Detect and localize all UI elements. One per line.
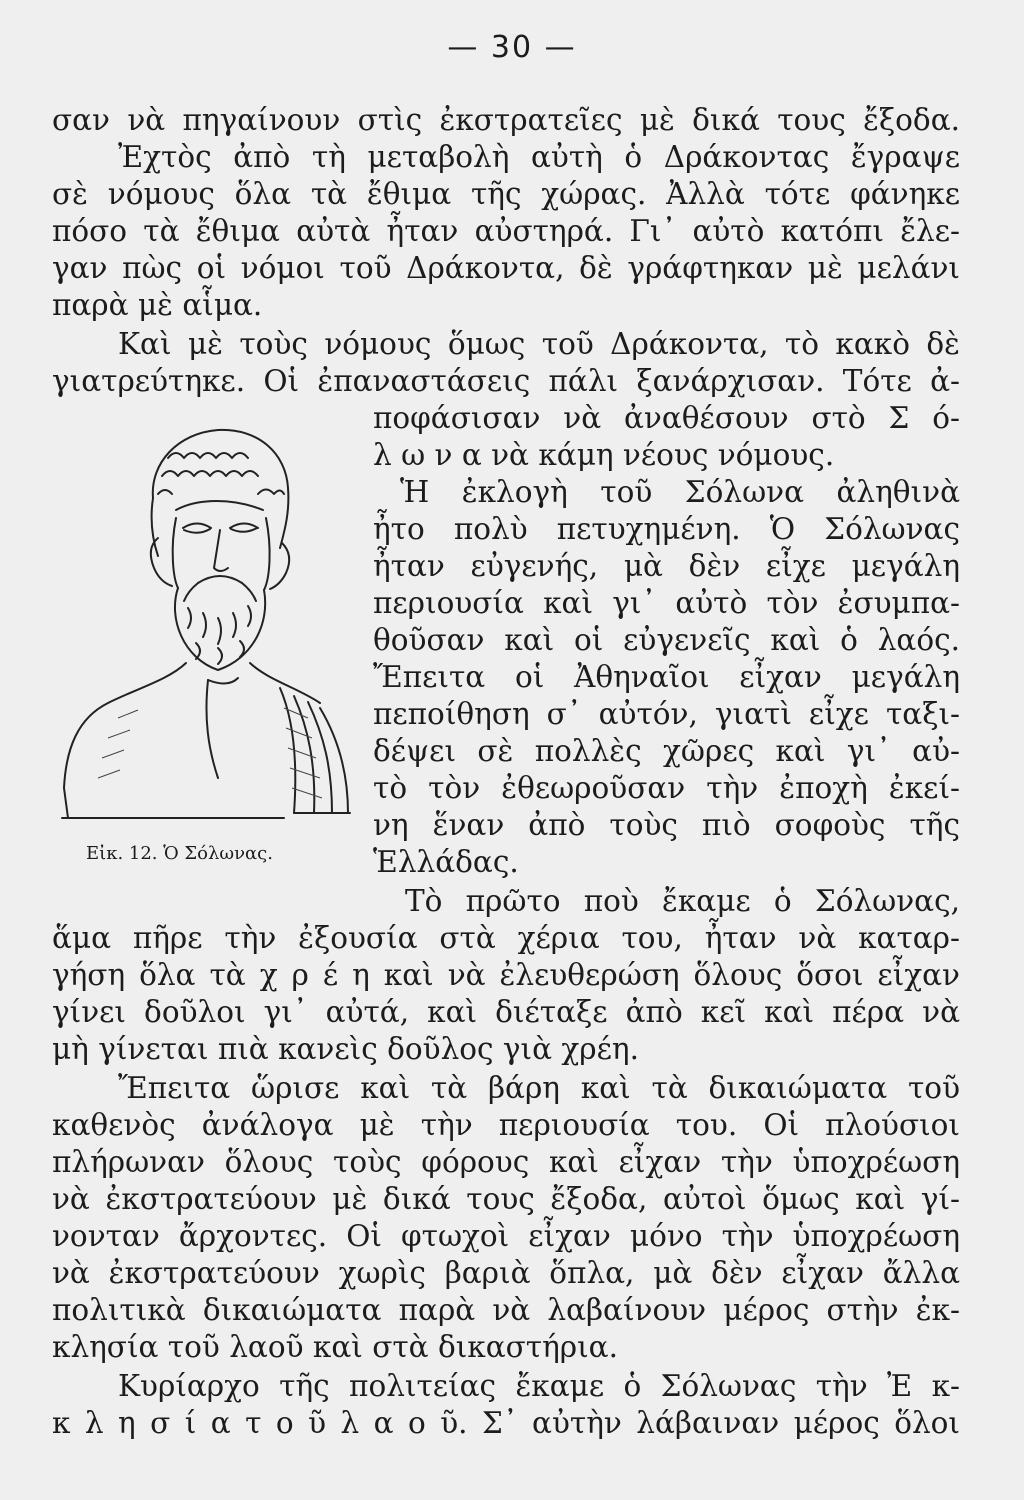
text-line: πλήρωναν ὅλους τοὺς φόρους καὶ εἶχαν τὴν ὑποχρέωση	[52, 1145, 960, 1179]
text-line: νὰ ἐκστρατεύουν χωρὶς βαριὰ ὅπλα, μὰ δὲν εἶχαν ἄλλα	[52, 1256, 960, 1290]
text-line: τὸ τὸν ἐθεωροῦσαν τὴν ἐποχὴ ἐκεί-	[373, 771, 960, 805]
text-line: νη ἕναν ἀπὸ τοὺς πιὸ σοφοὺς τῆς	[373, 808, 960, 842]
text-line: θοῦσαν καὶ οἱ εὐγενεῖς καὶ ὁ λαός.	[373, 623, 960, 657]
text-line: Ἔπειτα ὥρισε καὶ τὰ βάρη καὶ τὰ δικαιώματα τοῦ	[118, 1071, 960, 1105]
text-line: ἦταν εὐγενής, μὰ δὲν εἶχε μεγάλη	[373, 549, 960, 583]
text-line: Ἑλλάδας.	[373, 845, 519, 879]
text-line: σὲ νόμους ὅλα τὰ ἔθιμα τῆς χώρας. Ἀλλὰ τότε φάνηκε	[52, 177, 960, 211]
text-line: Τὸ πρῶτο ποὺ ἔκαμε ὁ Σόλωνας,	[405, 884, 960, 918]
text-line: λ ω ν α νὰ κάμη νέους νόμους.	[373, 438, 835, 472]
text-line: γιατρεύτηκε. Οἱ ἐπαναστάσεις πάλι ξανάρχισαν. Τότε ἀ-	[52, 364, 960, 398]
text-line: κλησία τοῦ λαοῦ καὶ στὰ δικαστήρια.	[52, 1330, 618, 1364]
text-line: πεποίθηση σ᾿ αὐτόν, γιατὶ εἶχε ταξι-	[373, 697, 960, 731]
text-line: περιουσία καὶ γι᾿ αὐτὸ τὸν ἐσυμπα-	[373, 586, 960, 620]
text-line: ποφάσισαν νὰ ἀναθέσουν στὸ Σ ό-	[373, 401, 960, 435]
text-line: γίνει δοῦλοι γι᾿ αὐτά, καὶ διέταξε ἀπὸ κεῖ καὶ πέρα νὰ	[52, 995, 960, 1029]
text-line: νονταν ἄρχοντες. Οἱ φτωχοὶ εἶχαν μόνο τὴν ὑποχρέωση	[52, 1219, 960, 1253]
text-line: Καὶ μὲ τοὺς νόμους ὅμως τοῦ Δράκοντα, τὸ κακὸ δὲ	[118, 327, 960, 361]
text-line: ἅμα πῆρε τὴν ἐξουσία στὰ χέρια του, ἦταν νὰ καταρ-	[52, 921, 960, 955]
text-line: ἦτο πολὺ πετυχημένη. Ὁ Σόλωνας	[373, 512, 960, 546]
text-line: σαν νὰ πηγαίνουν στὶς ἐκστρατεῖες μὲ δικά τους ἔξοδα.	[52, 103, 960, 137]
text-line: Ἐχτὸς ἀπὸ τὴ μεταβολὴ αὐτὴ ὁ Δράκοντας ἔγραψε	[118, 140, 960, 174]
text-line: παρὰ μὲ αἷμα.	[52, 288, 263, 322]
text-line: Κυρίαρχο τῆς πολιτείας ἔκαμε ὁ Σόλωνας τὴν Ἐ κ-	[118, 1369, 960, 1403]
text-line: μὴ γίνεται πιὰ κανεὶς δοῦλος γιὰ χρέη.	[52, 1032, 639, 1066]
text-line: γήση ὅλα τὰ χ ρ έ η καὶ νὰ ἐλευθερώση ὅλους ὅσοι εἶχαν	[52, 958, 960, 992]
solon-bust-illustration	[58, 418, 358, 828]
text-line: Ἡ ἐκλογὴ τοῦ Σόλωνα ἀληθινὰ	[400, 475, 960, 509]
text-line: δέψει σὲ πολλὲς χῶρες καὶ γι᾿ αὐ-	[373, 734, 960, 768]
text-line: πόσο τὰ ἔθιμα αὐτὰ ἦταν αὐστηρά. Γι᾿ αὐτὸ κατόπι ἔλε-	[52, 214, 960, 248]
text-line: Ἔπειτα οἱ Ἀθηναῖοι εἶχαν μεγάλη	[373, 660, 960, 694]
page-number: — 30 —	[447, 30, 577, 65]
text-line: καθενὸς ἀνάλογα μὲ τὴν περιουσία του. Οἱ πλούσιοι	[52, 1108, 960, 1142]
text-line: νὰ ἐκστρατεύουν μὲ δικά τους ἔξοδα, αὐτοὶ ὅμως καὶ γί-	[52, 1182, 960, 1216]
text-line: κ λ η σ ί α τ ο ῦ λ α ο ῦ. Σ᾿ αὐτὴν λάβαιναν μέρος ὅλοι	[52, 1406, 960, 1440]
text-line: πολιτικὰ δικαιώματα παρὰ νὰ λαβαίνουν μέρος στὴν ἐκ-	[52, 1293, 960, 1327]
text-line: γαν πὼς οἱ νόμοι τοῦ Δράκοντα, δὲ γράφτηκαν μὲ μελάνι	[52, 251, 960, 285]
figure-caption: Εἰκ. 12. Ὁ Σόλωνας.	[86, 843, 273, 864]
